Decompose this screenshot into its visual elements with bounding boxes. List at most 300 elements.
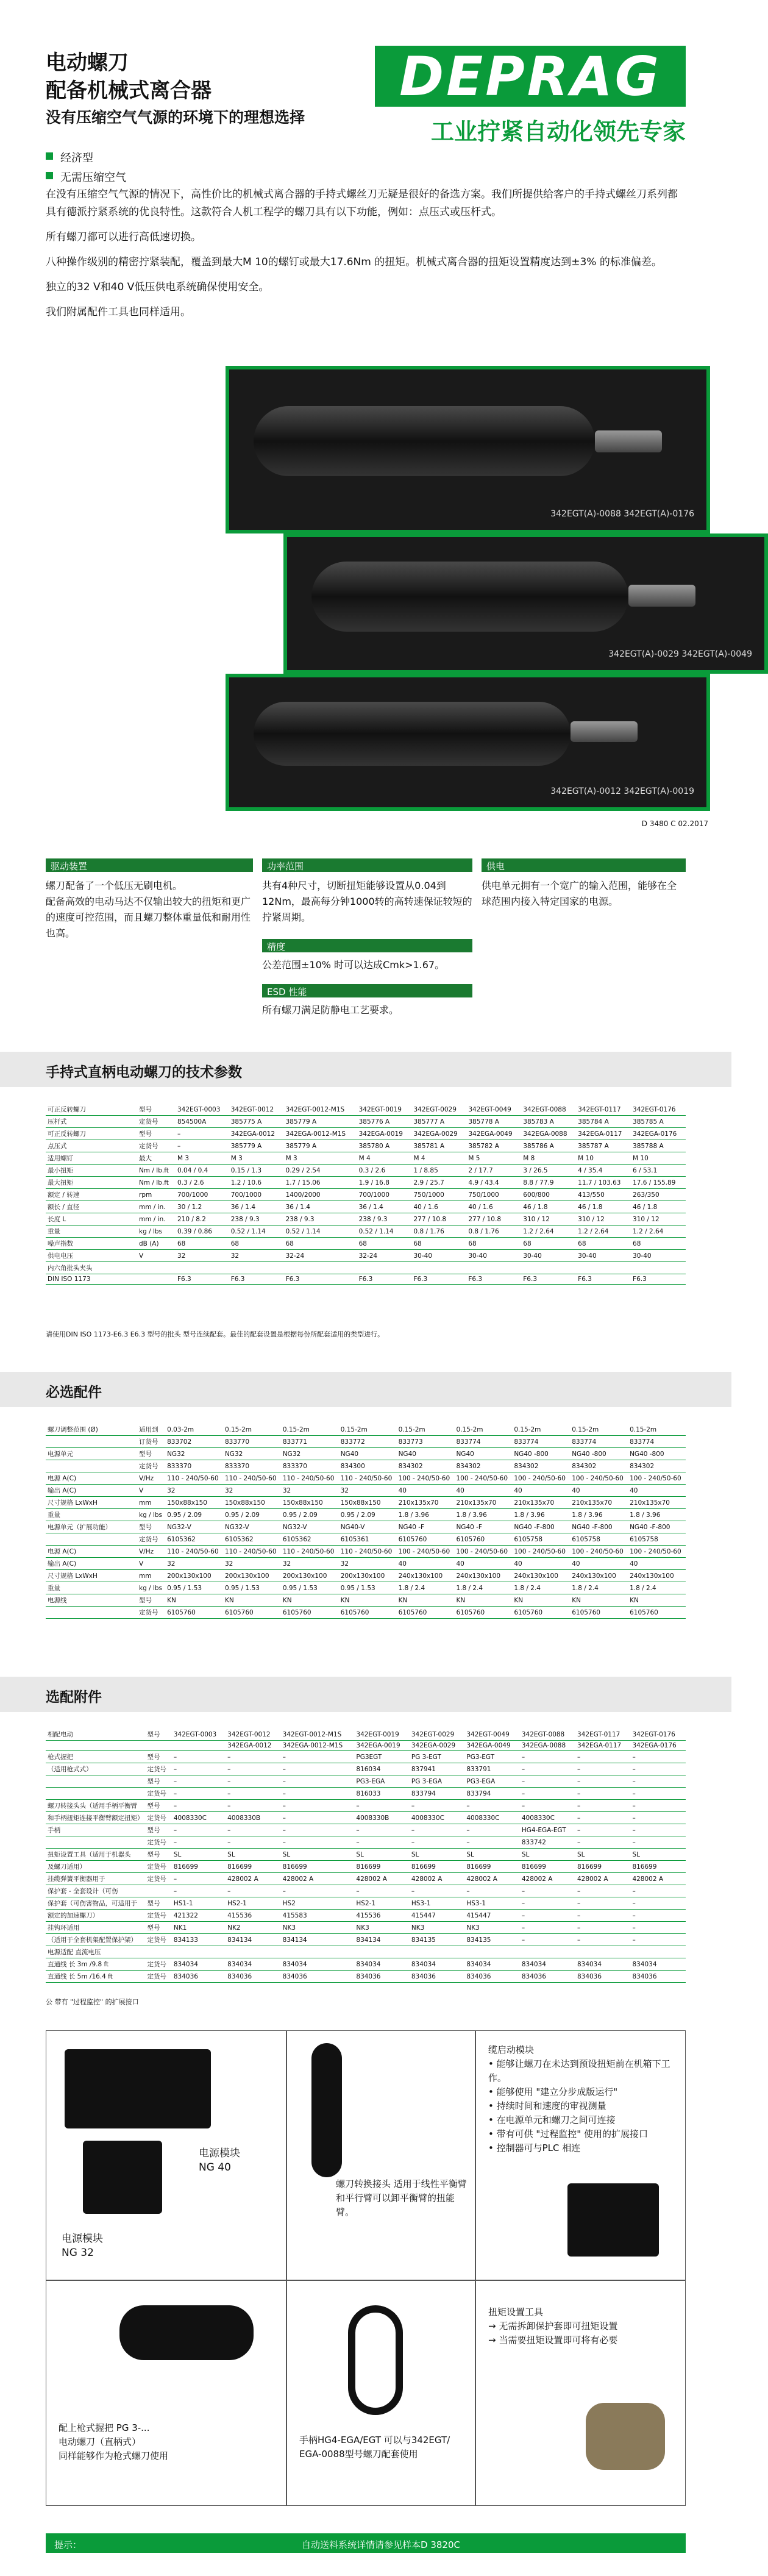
table-cell: 0.8 / 1.76 [411, 1226, 466, 1238]
table-cell: 0.95 / 1.53 [223, 1582, 281, 1594]
table-cell: – [172, 1788, 226, 1800]
table-cell: 310 / 12 [521, 1213, 576, 1226]
table-row [46, 1533, 686, 1546]
table-cell: NK3 [354, 1922, 409, 1934]
table-cell: – [226, 1800, 280, 1812]
pistol-grip-text: 配上枪式握把 PG 3-... 电动螺刀（直柄式） 同样能够作为枪式螺刀使用 [59, 2422, 169, 2461]
section-heading-tech: 手持式直柄电动螺刀的技术参数 [0, 1052, 731, 1087]
table-cell [146, 1885, 172, 1897]
table-cell: – [575, 1788, 630, 1800]
table-row [46, 1971, 686, 1983]
table-cell: NK3 [464, 1922, 519, 1934]
ng32-label: 电源模块 NG 32 [62, 2233, 103, 2259]
table-cell: – [630, 1824, 686, 1836]
table-cell: NG32-V [165, 1521, 223, 1533]
table-cell: mm [137, 1497, 165, 1509]
table-cell: 32 [281, 1558, 339, 1570]
table-row [46, 1189, 686, 1201]
table-cell: 834034 [630, 1958, 686, 1971]
table-cell: 型号 [137, 1104, 176, 1116]
table-row [46, 1226, 686, 1238]
table-cell: – [172, 1751, 226, 1763]
table-cell: 816699 [281, 1861, 355, 1873]
table-cell: 385786 A [521, 1140, 576, 1152]
table-cell: NG40 [397, 1448, 455, 1460]
table-cell: 1.8 / 3.96 [454, 1509, 512, 1521]
table-row [46, 1140, 686, 1152]
table-row [46, 1238, 686, 1250]
table-cell: 833794 [410, 1788, 464, 1800]
table-cell: V [137, 1250, 176, 1262]
table-cell: 0.04 / 0.4 [176, 1165, 229, 1177]
table-cell: 型号 [146, 1922, 172, 1934]
feature-text-drive: 螺刀配备了一个低压无刷电机。 配备高效的电动马达不仅输出较大的扭矩和更广的速度可控范围，而且螺刀整体重量低和耐用性也高。 [46, 880, 251, 939]
table-cell: – [226, 1763, 280, 1775]
table-cell: 833774 [454, 1436, 512, 1448]
table-cell: 385780 A [357, 1140, 412, 1152]
table-cell: 6105760 [628, 1607, 686, 1619]
table-row [46, 1836, 686, 1849]
table-cell: 定货号 [146, 1763, 172, 1775]
table-cell: 6105760 [570, 1607, 628, 1619]
table-cell: – [410, 1885, 464, 1897]
table-cell: 噪声指数 [46, 1238, 137, 1250]
table-cell: – [464, 1800, 519, 1812]
table-cell: 415536 [354, 1910, 409, 1922]
section-heading-optional: 选配附件 [0, 1677, 731, 1712]
table-cell: 长度 L [46, 1213, 137, 1226]
table-cell: 428002 A [226, 1873, 280, 1885]
table-cell [137, 1262, 176, 1274]
table-cell: 150x88x150 [339, 1497, 397, 1509]
table-cell: 834034 [410, 1958, 464, 1971]
table-cell: – [172, 1885, 226, 1897]
table-cell: 1400/2000 [284, 1189, 357, 1201]
table-cell: 834302 [512, 1460, 570, 1472]
table-cell: SL [410, 1849, 464, 1861]
table-cell: 定货号 [137, 1533, 165, 1546]
table-cell: 342EGA-0019 [354, 1741, 409, 1751]
screwdriver-image [254, 406, 595, 476]
table-cell [576, 1262, 631, 1274]
accessory-adapter [286, 2030, 475, 2280]
table-cell: F6.3 [229, 1274, 284, 1285]
table-cell: – [520, 1885, 575, 1897]
table-cell: 833702 [165, 1436, 223, 1448]
table-cell: 36 / 1.4 [284, 1201, 357, 1213]
table-cell: 833773 [397, 1436, 455, 1448]
product-photo-3 [226, 674, 710, 811]
table-cell: 263/350 [631, 1189, 686, 1201]
table-cell: 834034 [281, 1958, 355, 1971]
table-cell: 342EGT-0176 [631, 1104, 686, 1116]
table-row [46, 1958, 686, 1971]
table-cell: 0.15-2m [281, 1424, 339, 1436]
table-cell: 0.95 / 2.09 [165, 1509, 223, 1521]
photo-caption: 342EGT(A)-0088 342EGT(A)-0176 [550, 509, 694, 519]
table-cell: – [172, 1873, 226, 1885]
table-cell: SL [630, 1849, 686, 1861]
table-cell: 0.95 / 2.09 [339, 1509, 397, 1521]
table-cell: 型号 [146, 1751, 172, 1763]
table-cell: 电源 A(C) [46, 1546, 137, 1558]
table-cell: 834036 [410, 1971, 464, 1983]
table-cell: 型号 [146, 1849, 172, 1861]
setting-tool-image [586, 2403, 665, 2470]
table-cell: NG40 [454, 1448, 512, 1460]
table-cell [521, 1262, 576, 1274]
footer-link[interactable]: 自动送料系统详情请参见样本D 3820C [302, 2539, 460, 2550]
table-row [46, 1775, 686, 1788]
table-cell: 手柄 [46, 1824, 146, 1836]
table-cell: 30-40 [521, 1250, 576, 1262]
table-cell: 816699 [520, 1861, 575, 1873]
table-cell: dB (A) [137, 1238, 176, 1250]
table-row [46, 1763, 686, 1775]
table-cell: 17.6 / 155.89 [631, 1177, 686, 1189]
table-cell: F6.3 [284, 1274, 357, 1285]
table-cell: – [520, 1934, 575, 1946]
table-cell: 385788 A [631, 1140, 686, 1152]
table-cell: 415447 [410, 1910, 464, 1922]
table-cell: 2.9 / 25.7 [411, 1177, 466, 1189]
table-cell: – [226, 1824, 280, 1836]
table-cell: 833771 [281, 1436, 339, 1448]
table-cell: 428002 A [575, 1873, 630, 1885]
table-cell: 重量 [46, 1582, 137, 1594]
table-cell: – [575, 1775, 630, 1788]
table-cell: – [630, 1788, 686, 1800]
table-cell: NG32 [165, 1448, 223, 1460]
table-cell: 1.8 / 2.4 [628, 1582, 686, 1594]
table-cell: – [630, 1934, 686, 1946]
table-row [46, 1861, 686, 1873]
table-cell: 833791 [464, 1763, 519, 1775]
table-cell: 342EGT-0012-M1S [281, 1729, 355, 1741]
table-cell: 413/550 [576, 1189, 631, 1201]
table-cell: 238 / 9.3 [229, 1213, 284, 1226]
table-row [46, 1116, 686, 1128]
screwdriver-nose [595, 430, 662, 452]
table-cell: – [176, 1140, 229, 1152]
table-cell: 342EGT-0088 [520, 1729, 575, 1741]
table-cell: DIN ISO 1173 [46, 1274, 137, 1285]
table-cell: 68 [521, 1238, 576, 1250]
table-cell: 428002 A [354, 1873, 409, 1885]
table-cell: Nm / lb.ft [137, 1177, 176, 1189]
table-cell: 834036 [575, 1971, 630, 1983]
table-cell: 68 [466, 1238, 521, 1250]
screwdriver-nose [571, 721, 638, 742]
table-cell: 4008330B [354, 1812, 409, 1824]
table-cell: （适用枪式式） [46, 1763, 146, 1775]
table-cell: 833370 [281, 1460, 339, 1472]
table-cell: M 5 [466, 1152, 521, 1165]
table-cell: 可正反转螺刀 [46, 1128, 137, 1140]
table-cell [354, 1946, 409, 1958]
table-cell: mm [137, 1570, 165, 1582]
table-cell: 833370 [165, 1460, 223, 1472]
table-cell [46, 1533, 137, 1546]
table-cell: 输出 A(C) [46, 1485, 137, 1497]
table-cell: PG 3-EGT [410, 1751, 464, 1763]
table-cell: 输出 A(C) [46, 1558, 137, 1570]
table-cell: 内六角批头夹头 [46, 1262, 137, 1274]
table-cell: 螺刀调整范围 (Ø) [46, 1424, 137, 1436]
table-cell: 额定的加速螺刀） [46, 1910, 146, 1922]
table-cell: 200x130x100 [281, 1570, 339, 1582]
table-cell: M 3 [229, 1152, 284, 1165]
table-row [46, 1177, 686, 1189]
intro-text [46, 186, 686, 329]
table-cell: 816699 [226, 1861, 280, 1873]
table-cell: F6.3 [576, 1274, 631, 1285]
table-cell: NG40 -F [454, 1521, 512, 1533]
table-cell: 150x88x150 [165, 1497, 223, 1509]
table-cell: – [281, 1775, 355, 1788]
table-cell: 834036 [630, 1971, 686, 1983]
table-cell: NK1 [172, 1922, 226, 1934]
table-cell: 385779 A [284, 1140, 357, 1152]
table-cell: 342EGT-0117 [576, 1104, 631, 1116]
table-cell: 0.15-2m [223, 1424, 281, 1436]
handle-text: 手柄HG4-EGA/EGT 可以与342EGT/ EGA-0088型号螺刀配套使用 [299, 2435, 450, 2460]
table-cell: 834134 [226, 1934, 280, 1946]
table-cell: 68 [576, 1238, 631, 1250]
table-cell: 110 - 240/50-60 [281, 1546, 339, 1558]
tech-note: 请使用DIN ISO 1173-E6.3 E6.3 型号的批头 型号连续配套。最佳的配套设置是根据每份所配套适用的类型进行。 [46, 1330, 385, 1338]
table-cell: 40 [512, 1485, 570, 1497]
table-cell: – [520, 1910, 575, 1922]
table-cell: PG3-EGA [354, 1775, 409, 1788]
feature-text-power: 共有4种尺寸，切断扭矩能够设置从0.04到12Nm，最高每分钟1000转的高转速保证较短的拧紧周期。 [262, 880, 472, 923]
photo-caption: 342EGT(A)-0029 342EGT(A)-0049 [608, 649, 752, 659]
table-cell: HS1-1 [172, 1897, 226, 1910]
table-cell: 240x130x100 [454, 1570, 512, 1582]
table-cell: 电源单元（扩展功能） [46, 1521, 137, 1533]
table-cell: 100 - 240/50-60 [397, 1472, 455, 1485]
table-cell: 110 - 240/50-60 [223, 1546, 281, 1558]
table-cell: – [226, 1751, 280, 1763]
table-cell: 适用螺钉 [46, 1152, 137, 1165]
table-cell: 110 - 240/50-60 [339, 1472, 397, 1485]
table-cell: HG4-EGA-EGT [520, 1824, 575, 1836]
ng32-image [83, 2141, 162, 2214]
table-cell: 342EGA-0012-M1S [281, 1741, 355, 1751]
table-cell: 834036 [281, 1971, 355, 1983]
table-cell [146, 1946, 172, 1958]
table-cell: 0.95 / 2.09 [281, 1509, 339, 1521]
table-row [46, 1824, 686, 1836]
table-row [46, 1213, 686, 1226]
table-cell: NG40 -800 [570, 1448, 628, 1460]
table-cell: 6105362 [165, 1533, 223, 1546]
table-cell: – [410, 1836, 464, 1849]
pistol-grip-image [119, 2305, 254, 2360]
optional-table [46, 1729, 686, 1983]
table-cell: – [575, 1751, 630, 1763]
table-cell: 0.52 / 1.14 [229, 1226, 284, 1238]
table-cell: – [630, 1800, 686, 1812]
table-cell: NG40 -F-800 [512, 1521, 570, 1533]
table-cell: 及螺刀适用） [46, 1861, 146, 1873]
table-cell: 保护套（可伤害物品，可适用于 [46, 1897, 146, 1910]
adapter-image [311, 2043, 342, 2177]
table-cell: 100 - 240/50-60 [628, 1546, 686, 1558]
table-cell: 854500A [176, 1116, 229, 1128]
table-cell [46, 1775, 146, 1788]
table-cell: 挂钩环适用 [46, 1922, 146, 1934]
table-cell: – [575, 1885, 630, 1897]
table-cell: 110 - 240/50-60 [281, 1472, 339, 1485]
intro-paragraph: 在没有压缩空气气源的情况下，高性价比的机械式离合器的手持式螺丝刀无疑是很好的备选方案。我们所提供给客户的手持式螺丝刀系列都具有德派拧紧系统的优良特性。这款符合人机工程学的螺刀具有以下功能，例如：点压式或压杆式。 [46, 188, 678, 218]
table-cell: 定货号 [137, 1607, 165, 1619]
table-cell: 相配电动 [46, 1729, 146, 1741]
table-cell: – [281, 1812, 355, 1824]
table-cell: 210x135x70 [628, 1497, 686, 1509]
table-cell: – [354, 1836, 409, 1849]
product-photo-2 [283, 533, 768, 674]
table-cell: PG3-EGA [464, 1775, 519, 1788]
table-cell: 816699 [410, 1861, 464, 1873]
table-cell: 1.8 / 3.96 [397, 1509, 455, 1521]
table-cell [630, 1946, 686, 1958]
table-row [46, 1424, 686, 1436]
table-cell: 40 / 1.6 [411, 1201, 466, 1213]
table-cell: kg / lbs [137, 1509, 165, 1521]
table-cell: 0.52 / 1.14 [284, 1226, 357, 1238]
table-cell: – [520, 1800, 575, 1812]
table-cell: 32-24 [357, 1250, 412, 1262]
table-cell: 0.15-2m [512, 1424, 570, 1436]
table-cell: – [630, 1775, 686, 1788]
table-row [46, 1436, 686, 1448]
table-cell: 100 - 240/50-60 [454, 1546, 512, 1558]
table-cell: 240x130x100 [570, 1570, 628, 1582]
table-row [46, 1274, 686, 1285]
table-cell: 385779 A [284, 1116, 357, 1128]
table-cell: 834302 [570, 1460, 628, 1472]
table-cell: 定货号 [146, 1971, 172, 1983]
table-cell: M 4 [411, 1152, 466, 1165]
table-cell: 型号 [137, 1448, 165, 1460]
table-cell: – [176, 1128, 229, 1140]
bullet-item: 无需压缩空气 [46, 169, 126, 185]
table-cell: – [226, 1836, 280, 1849]
table-cell: 0.15 / 1.3 [229, 1165, 284, 1177]
table-cell: 834034 [464, 1958, 519, 1971]
table-cell: 6105758 [628, 1533, 686, 1546]
table-cell: – [575, 1836, 630, 1849]
table-cell: 816699 [575, 1861, 630, 1873]
table-cell: 额定 / 转速 [46, 1189, 137, 1201]
table-cell: V/Hz [137, 1472, 165, 1485]
table-cell: 40 [512, 1558, 570, 1570]
table-cell [176, 1262, 229, 1274]
table-cell: 210x135x70 [512, 1497, 570, 1509]
tech-table [46, 1104, 686, 1285]
screwdriver-image [254, 702, 571, 766]
table-cell: 385779 A [229, 1140, 284, 1152]
ng40-image [65, 2049, 211, 2128]
intro-paragraph: 所有螺刀都可以进行高低速切换。 [46, 231, 201, 243]
table-cell: 200x130x100 [165, 1570, 223, 1582]
table-cell: 直通线 长 5m /16.4 ft [46, 1971, 146, 1983]
table-cell: 342EGA-0029 [411, 1128, 466, 1140]
table-cell: 定货号 [146, 1812, 172, 1824]
table-cell: 342EGT-0003 [176, 1104, 229, 1116]
table-cell: 834034 [226, 1958, 280, 1971]
table-cell: V [137, 1485, 165, 1497]
table-cell: 834034 [575, 1958, 630, 1971]
table-cell: 342EGA-0029 [410, 1741, 464, 1751]
table-cell: PG3EGT [354, 1751, 409, 1763]
table-cell: 电源 A(C) [46, 1472, 137, 1485]
deprag-logo: DEPRAG [375, 46, 686, 107]
table-cell [410, 1946, 464, 1958]
table-row [46, 1582, 686, 1594]
table-cell: – [281, 1824, 355, 1836]
table-cell: 40 [570, 1558, 628, 1570]
table-cell: 0.15-2m [339, 1424, 397, 1436]
table-cell: – [226, 1775, 280, 1788]
table-cell: 385782 A [466, 1140, 521, 1152]
table-cell: 6105361 [339, 1533, 397, 1546]
table-cell: SL [354, 1849, 409, 1861]
table-cell: M 4 [357, 1152, 412, 1165]
page-subtitle: 配备机械式离合器 [46, 79, 212, 103]
table-cell: – [630, 1922, 686, 1934]
table-row [46, 1546, 686, 1558]
table-cell: 68 [631, 1238, 686, 1250]
table-cell: HS2-1 [226, 1897, 280, 1910]
table-row [46, 1558, 686, 1570]
table-cell [172, 1741, 226, 1751]
table-cell: 扭矩设置工具（适用于机器头 [46, 1849, 146, 1861]
table-cell: 1.2 / 2.64 [576, 1226, 631, 1238]
table-row [46, 1104, 686, 1116]
table-cell: 32 [165, 1558, 223, 1570]
table-cell: 342EGA-0176 [631, 1128, 686, 1140]
bullet-list [46, 149, 126, 188]
table-cell: 0.3 / 2.6 [176, 1177, 229, 1189]
controller-image [567, 2183, 659, 2257]
table-cell: KN [339, 1594, 397, 1607]
table-cell: M 10 [631, 1152, 686, 1165]
table-cell: 压杆式 [46, 1116, 137, 1128]
table-cell: 定货号 [146, 1861, 172, 1873]
table-row [46, 1607, 686, 1619]
table-cell: mm / in. [137, 1201, 176, 1213]
table-cell: 枪式握把 [46, 1751, 146, 1763]
table-cell: 310 / 12 [631, 1213, 686, 1226]
table-cell: 定货号 [146, 1910, 172, 1922]
table-cell: kg / lbs [137, 1226, 176, 1238]
table-cell: 342EGT-0012 [226, 1729, 280, 1741]
table-cell: – [281, 1885, 355, 1897]
table-cell: 0.39 / 0.86 [176, 1226, 229, 1238]
table-cell: NK2 [226, 1922, 280, 1934]
table-cell: 0.95 / 1.53 [281, 1582, 339, 1594]
table-cell: NG40 -F [397, 1521, 455, 1533]
table-cell: – [575, 1800, 630, 1812]
table-cell: 277 / 10.8 [411, 1213, 466, 1226]
table-cell: PG 3-EGA [410, 1775, 464, 1788]
table-cell: 428002 A [410, 1873, 464, 1885]
table-cell [172, 1946, 226, 1958]
table-cell: 342EGT-0049 [466, 1104, 521, 1116]
table-cell: 240x130x100 [628, 1570, 686, 1582]
